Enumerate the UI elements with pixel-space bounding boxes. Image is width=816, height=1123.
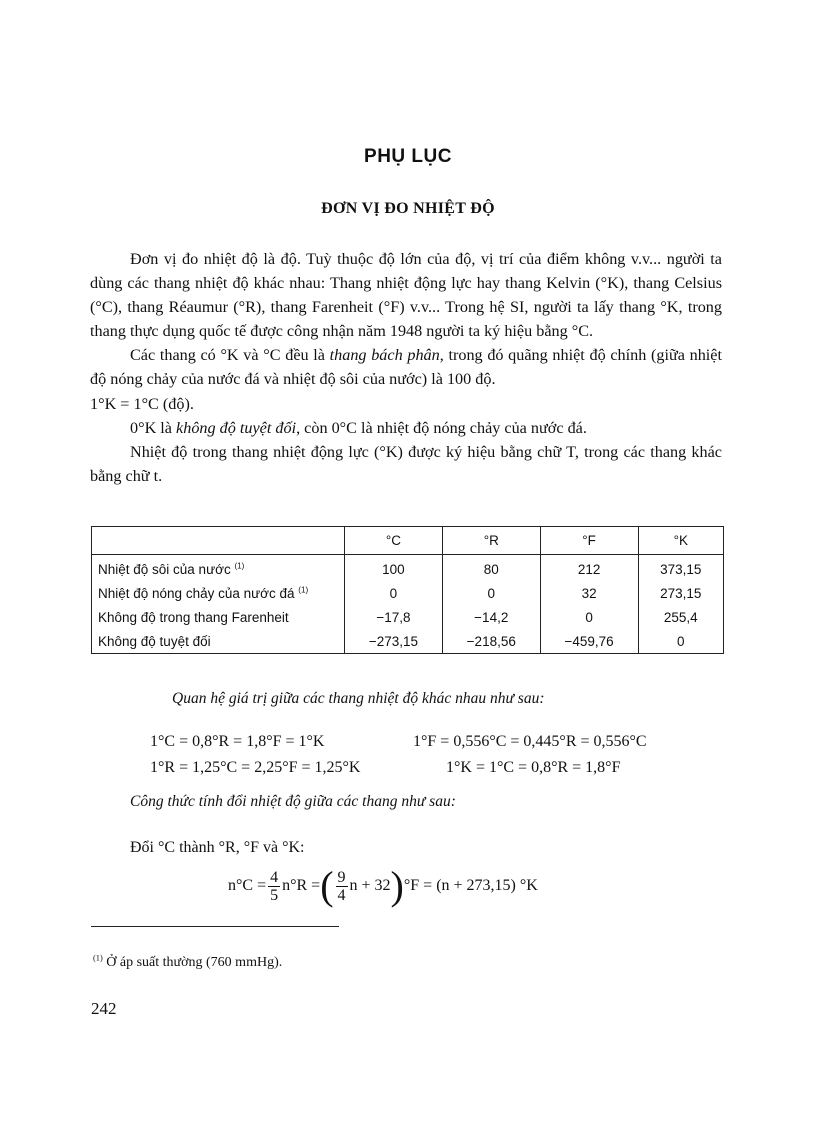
footnote-divider (91, 926, 339, 927)
table-header-kelvin: °K (638, 527, 723, 555)
table-cell: 255,4 (638, 605, 723, 629)
table-cell: −273,15 (345, 629, 443, 654)
footnote (93, 955, 282, 971)
footnote-text: Ở áp suất thường (760 mmHg). (106, 955, 283, 970)
table-row (92, 555, 724, 582)
table-cell: −17,8 (345, 605, 443, 629)
table-cell: 373,15 (638, 555, 723, 582)
table-header-row (92, 527, 724, 555)
formula-term-farenheit: n + 32 (349, 877, 391, 894)
formula-intro: Công thức tính đổi nhiệt độ giữa các thang như sau: (130, 793, 456, 810)
temperature-table-wrapper (91, 526, 724, 654)
table-cell: 80 (442, 555, 540, 582)
paragraph-2-line: 1°K = 1°C (độ). (90, 394, 194, 413)
table-header-reaumur: °R (442, 527, 540, 555)
equation-kelvin: 1°K = 1°C = 0,8°R = 1,8°F (446, 759, 621, 776)
page-title: PHỤ LỤC (364, 146, 452, 167)
table-header-celsius: °C (345, 527, 443, 555)
equation-reaumur: 1°R = 1,25°C = 2,25°F = 1,25°K (150, 759, 361, 776)
table-header-farenheit: °F (540, 527, 638, 555)
row-label: Không độ trong thang Farenheit (92, 605, 345, 629)
row-label (92, 555, 345, 582)
equation-farenheit: 1°F = 0,556°C = 0,445°R = 0,556°C (413, 733, 647, 750)
paragraph-3-end: , còn 0°C là nhiệt độ nóng chảy của nước đá. (296, 418, 587, 437)
relations-intro: Quan hệ giá trị giữa các thang nhiệt độ khác nhau như sau: (172, 690, 545, 707)
table-row (92, 605, 724, 629)
temperature-table (91, 526, 724, 654)
formula-lhs: n°C = (228, 877, 267, 894)
table-row (92, 629, 724, 654)
fraction-denominator: 4 (337, 886, 346, 904)
fraction-numerator: 4 (270, 868, 279, 886)
paragraph-2-end: , trong đó quãng nhiệt độ chính (giữa nhiệt độ nóng chảy của nước đá và nhiệt độ sôi của nước) là 100 độ. (90, 346, 722, 389)
row-label: Không độ tuyệt đối (92, 629, 345, 654)
body-text (90, 247, 722, 488)
footnote-ref: (1) (298, 585, 309, 594)
left-paren: ( (320, 863, 334, 908)
table-header-blank (92, 527, 345, 555)
table-cell: 0 (540, 605, 638, 629)
formula-term-reaumur: n°R = (282, 877, 321, 894)
paragraph-2-start: Các thang có °K và °C đều là (130, 346, 330, 365)
table-cell: 100 (345, 555, 443, 582)
row-label-text: Nhiệt độ nóng chảy của nước đá (98, 585, 295, 601)
paragraph-3-emphasis: không độ tuyệt đối (176, 418, 297, 437)
table-cell: 32 (540, 581, 638, 605)
paragraph-2 (90, 343, 722, 391)
fraction-numerator: 9 (337, 868, 346, 886)
row-label (92, 581, 345, 605)
conversion-formula (228, 862, 538, 910)
footnote-ref: (1) (234, 561, 245, 570)
row-label-text: Nhiệt độ sôi của nước (98, 561, 231, 577)
table-cell: 273,15 (638, 581, 723, 605)
paragraph-4: Nhiệt độ trong thang nhiệt động lực (°K) được ký hiệu bằng chữ T, trong các thang khác bằng chữ t. (90, 442, 722, 485)
page-number: 242 (91, 999, 117, 1018)
section-subtitle: ĐƠN VỊ ĐO NHIỆT ĐỘ (321, 200, 495, 217)
table-row (92, 581, 724, 605)
conversion-label: Đổi °C thành °R, °F và °K: (130, 839, 305, 856)
footnote-marker: (1) (93, 953, 103, 963)
table-cell: 212 (540, 555, 638, 582)
formula-term-kelvin: °F = (n + 273,15) °K (403, 877, 538, 894)
paragraph-2-emphasis: thang bách phân (329, 346, 440, 365)
equation-celsius: 1°C = 0,8°R = 1,8°F = 1°K (150, 733, 325, 750)
table-cell: 0 (442, 581, 540, 605)
fraction-nine-fourths (336, 869, 348, 904)
table-cell: 0 (345, 581, 443, 605)
paragraph-1: Đơn vị đo nhiệt độ là độ. Tuỳ thuộc độ lớn của độ, vị trí của điểm không v.v... người ta dùng các thang nhiệt độ khác nhau: Thang nhiệt động lực hay thang Kelvin (°K), thang Celsius (°C), thang Réaumur (°R), thang Farenheit (°F) v.v... Trong hệ SI, người ta lấy thang °K, trong thang thực dụng quốc tế được công nhận năm 1948 người ta ký hiệu bằng °C. (90, 250, 722, 341)
fraction-four-fifths (268, 869, 280, 904)
fraction-denominator: 5 (270, 886, 279, 904)
table-cell: −14,2 (442, 605, 540, 629)
table-cell: 0 (638, 629, 723, 654)
right-paren: ) (390, 863, 404, 908)
paragraph-3-start: 0°K là (130, 418, 177, 437)
table-cell: −459,76 (540, 629, 638, 654)
table-cell: −218,56 (442, 629, 540, 654)
paragraph-3 (90, 416, 722, 440)
